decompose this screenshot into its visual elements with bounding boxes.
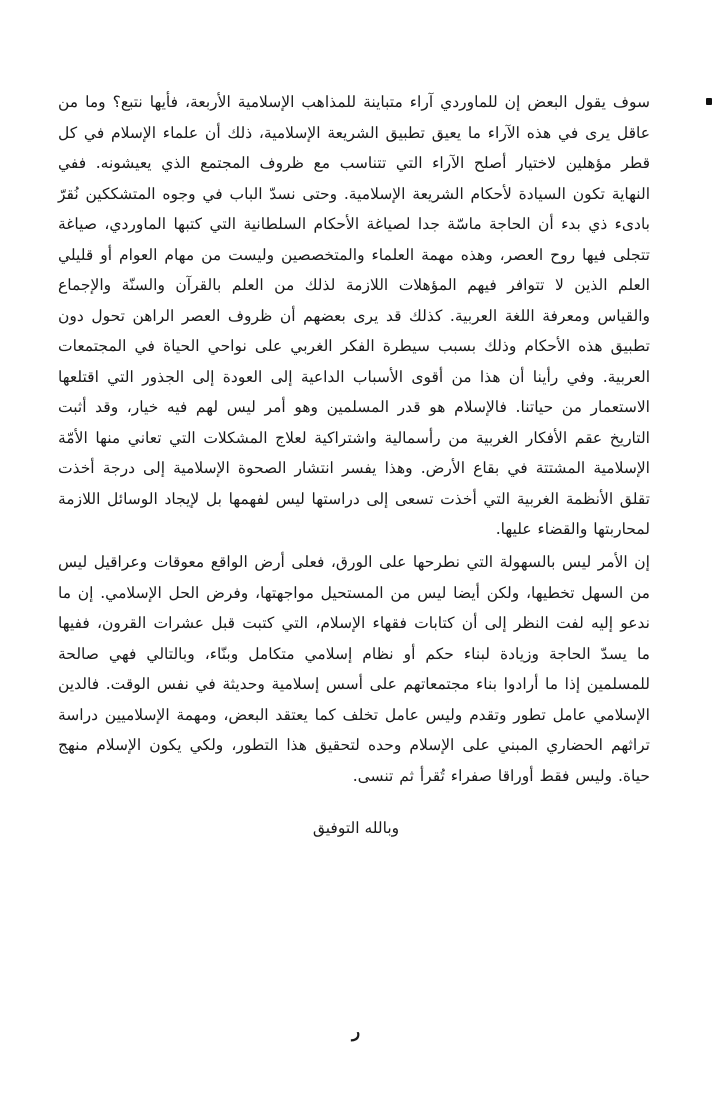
body-paragraph-2: [58, 547, 650, 791]
body-paragraph-1: [58, 87, 650, 545]
page-number: ر: [351, 1022, 361, 1042]
closing-phrase: وبالله التوفيق: [312, 819, 400, 837]
paragraph-text: إن الأمر ليس بالسهولة التي نطرحها على الورق، فعلى أرض الواقع معوقات وعراقيل ليس من السهل تخطيها، ولكن أيضا ليس من المستحيل مواجهتها، وفرض الحل الإسلامي. إن ما ندعو إليه لفت النظر إلى أن كتابات فقهاء الإسلام، التي كتبت قبل عشرات القرون، ففيها ما يسدّ الحاجة وزيادة لبناء حكم أو نظام إسلامي متكامل وبنّاء، وبالتالي فهي صالحة للمسلمين إذا ما أرادوا بناء مجتمعاتهم على أسس إسلامية وحديثة في نفس الوقت. فالدين الإسلامي عامل تطور وتقدم وليس عامل تخلف كما يعتقد البعض، ومهمة الإسلاميين دراسة تراثهم الحضاري المبني على الإسلام وحده لتحقيق هذا التطور، ولكي يكون الإسلام منهج حياة. وليس فقط أوراقا صفراء تُقرأ ثم تنسى.: [58, 553, 650, 785]
paragraph-text: سوف يقول البعض إن للماوردي آراء متباينة للمذاهب الإسلامية الأربعة، فأيها نتبع؟ وما من عاقل يرى في هذه الآراء ما يعيق تطبيق الشريعة الإسلامية، ذلك أن علماء الإسلام في كل قطر مؤهلين لاختيار أصلح الآراء التي تتناسب مع ظروف المجتمع الذي يعيشونه. ففي النهاية تكون السيادة لأحكام الشريعة الإسلامية. وحتى نسدّ الباب في وجوه المتشككين نُقرّ بادىء ذي بدء أن الحاجة ماسّة جدا لصياغة الأحكام السلطانية التي كتبها الماوردي، صياغة تتجلى فيها روح العصر، وهذه مهمة العلماء والمتخصصين وليست من مهام العوام أو قليلي العلم الذين لا تتوافر فيهم المؤهلات اللازمة لذلك من العلم بالقرآن والسنّة والإجماع والقياس ومعرفة اللغة العربية. كذلك قد يرى بعضهم أن ظروف العصر الراهن تحول دون تطبيق هذه الأحكام وذلك بسبب سيطرة الفكر الغربي على نواحي الحياة في المجتمعات العربية. وفي رأينا أن هذا من أقوى الأسباب الداعية إلى العودة إلى الجذور التي اقتلعها الاستعمار من حياتنا. فالإسلام هو قدر المسلمين وهو أمر ليس لهم فيه خيار، وقد أثبت التاريخ عقم الأفكار الغربية من رأسمالية واشتراكية لعلاج المشكلات التي تعاني منها الأمّة الإسلامية المشتتة في بقاع الأرض. وهذا يفسر انتشار الصحوة الإسلامية إلى درجة أخذت تقلق الأنظمة الغربية التي أخذت تسعى إلى دراستها ليس لفهمها بل لإيجاد الوسائل اللازمة لمحاربتها والقضاء عليها.: [58, 93, 650, 538]
margin-mark: [706, 98, 712, 105]
